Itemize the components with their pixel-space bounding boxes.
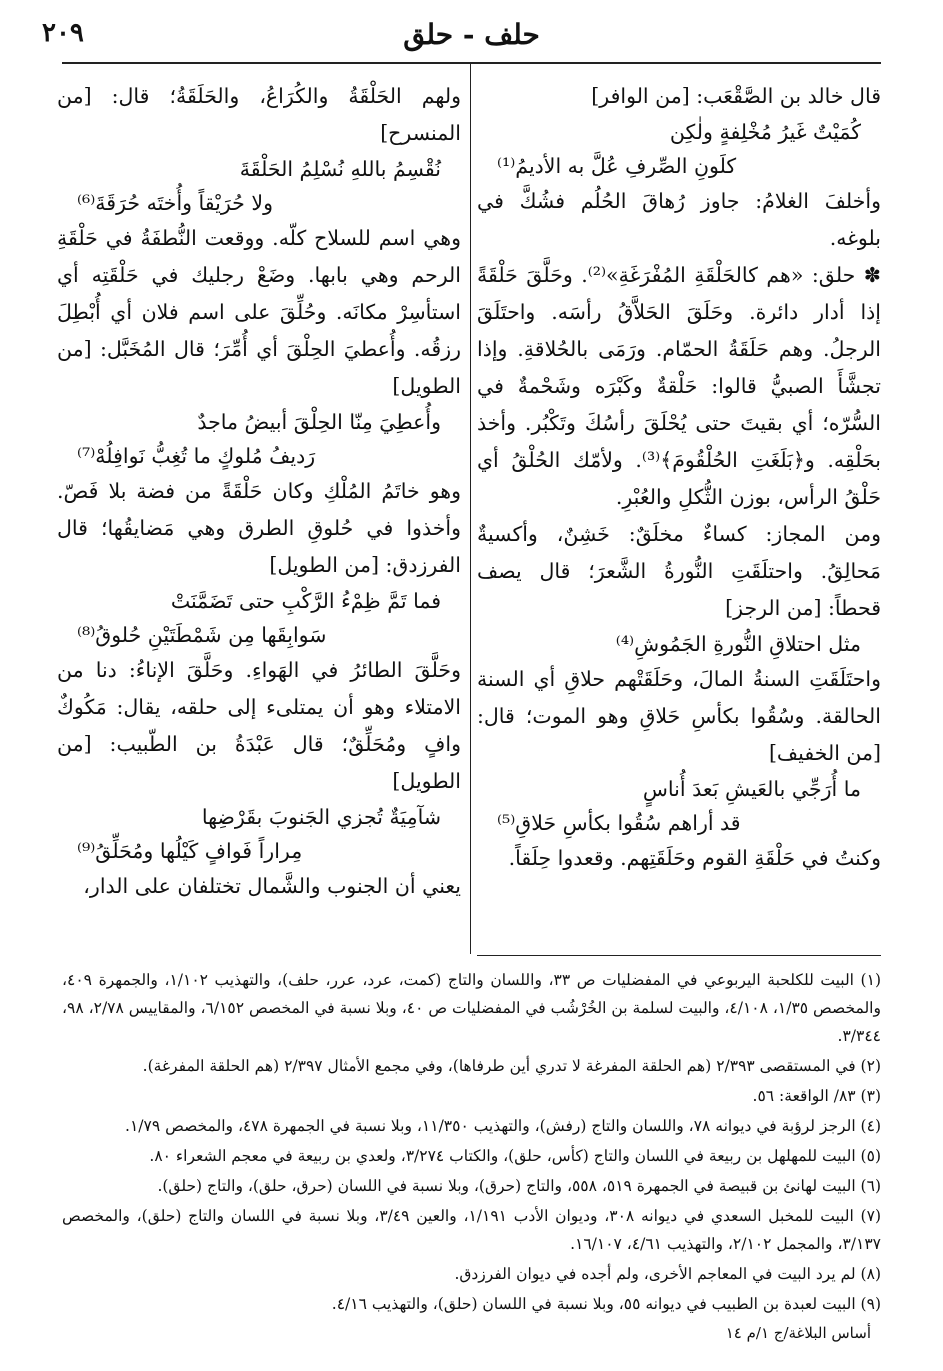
entry-paragraph: ✽ حلق: «هم كالحَلْقَةِ المُفْرَغَةِ»⁽²⁾. وحَلَّقَ حَلْقَةً إذا أدار دائرة. وحَلَقَ الحَلاَّقُ رأسَه. واحتَلَقَ الرجلُ. وهم حَلَقَةُ الحمّام. ورَمَى بالحُلاقةِ. وإذا تجشَّأَ الصبيُّ قالوا: حَلْقةٌ وكَبْرَه وشَحْمةٌ في السُّرّه؛ أي بقيتَ حتى يُحْلَقَ رأسُكَ وتَكْبُر. وأخذ بحَلْقِه. و﴿بَلَغَتِ الحُلْقُومَ﴾⁽³⁾. ولأمّك الحُلْقُ أي حَلْقُ الرأس، بوزن الثُّكلِ والعُبْرِ. <box>477 263 881 509</box>
verse-hemistich: فما تَمَّ ظِمْءُ الرَّكْبِ حتى تَضَمَّنَتْ <box>170 589 441 613</box>
page-number: ٢٠٩ <box>42 18 84 48</box>
column-divider <box>470 64 471 954</box>
footnote: (٣) ٨٣/ الواقعة: ٥٦. <box>752 1087 881 1105</box>
footnotes <box>62 966 881 1320</box>
verse-hemistich: رَديفُ مُلوكٍ ما تُغِبُّ نَوافِلُهْ⁽⁷⁾ <box>77 444 316 468</box>
paragraph: وهي اسم للسلاح كلّه. ووقعت النُّطفَةُ في حَلْقَةِ الرحم وهي بابها. وضَعْ رجليك في حَلْقَتِه أي استأسِرْ مكانَه. وحُلِّقَ على اسم فلان أي أُبْطِلَ رزقُه. وأُعطيَ الحِلْقَ أي أُمِّرَ؛ قال المُخَبَّل: [من الطويل] <box>57 226 461 398</box>
verse-hemistich: ولا حُرَيْقاً وأُختَه حُرَقَةَ⁽⁶⁾ <box>77 191 273 215</box>
paragraph: ولهم الحَلْقَةُ والكُرَاعُ، والحَلَقَةُ؛ قال: [من المنسرح] <box>57 84 461 145</box>
book-reference: أساس البلاغة/ج ١/م ١٤ <box>725 1324 871 1342</box>
paragraph: وحَلَّقَ الطائرُ في الهَواءِ. وحَلَّقَ الإناءُ: دنا من الامتلاء وهو أن يمتلىء إلى حلقه، يقال: مَكُوكٌ وافٍ ومُحَلِّقٌ؛ قال عَبْدَةُ بن الطّبيب: [من الطويل] <box>57 658 461 793</box>
footnote: (٥) البيت للمهلهل بن ربيعة في اللسان والتاج (كأس، حلق)، والكتاب ٣/٢٧٤، ولعدي بن ربيعة في معجم الشعراء ٨٠. <box>149 1147 881 1165</box>
paragraph: قال خالد بن الصَّقْعَب: [من الوافر] <box>591 84 881 108</box>
paragraph: وهو خاتَمُ المُلْكِ وكان حَلْقَةً من فضة بلا فَصّ. وأخذوا في حُلوقِ الطرق وهي مَضايقُها؛ قال الفرزدق: [من الطويل] <box>57 479 461 577</box>
footnote: (٦) البيت لهانئ بن قبيصة في الجمهرة ٥١٩، ٥٥٨، والتاج (حرق)، وبلا نسبة في اللسان (حرق، حلق)، والتاج (حلق). <box>157 1177 881 1195</box>
paragraph: يعني أن الجنوب والشَّمال تختلفان على الدار، <box>83 874 461 898</box>
verse-hemistich: شآمِيَةٌ تُجزي الجَنوبَ بقَرْضِها <box>201 805 441 829</box>
footnote: (٨) لم يرد البيت في المعاجم الأخرى، ولم أجده في ديوان الفرزدق. <box>454 1265 881 1283</box>
footnote: (٩) البيت لعبدة بن الطبيب في ديوانه ٥٥، وبلا نسبة في اللسان (حلق)، والتهذيب ٤/١٦. <box>331 1295 881 1313</box>
verse-hemistich: وأُعطِيَ مِنّا الحِلْقَ أبيضُ ماجدٌ <box>197 410 441 434</box>
footnote-rule <box>477 955 881 956</box>
verse-hemistich: سَوابِقَها مِن شَمْطَتَيْنِ حُلوقُ⁽⁸⁾ <box>77 623 327 647</box>
left-column <box>57 78 461 905</box>
paragraph: وأخلفَ الغلامُ: جاوز رُهاقَ الحُلُم فشُكَّ في بلوغه. <box>477 189 881 250</box>
verse-hemistich: كُمَيْتٌ غَيرُ مُخْلِفةٍ ولٰكِن <box>669 120 861 144</box>
verse-hemistich: مِراراً فَوافٍ كَيْلُها ومُحَلِّقُ⁽⁹⁾ <box>77 839 303 863</box>
paragraph: واحتَلَقَتِ السنةُ المالَ، وحَلَقَتْهم حلاقِ أي السنة الحالقة. وسُقُوا بكأسِ حَلاقِ وهو الموت؛ قال: [من الخفيف] <box>477 667 881 765</box>
running-title: حلف - حلق <box>403 18 540 51</box>
header-rule <box>62 62 881 64</box>
footnote: (١) البيت للكلحبة اليربوعي في المفضليات ص ٣٣، واللسان والتاج (كمت، عرد، عرر، حلف)، والتهذيب ١/١٠٢، والجمهرة ٤٠٩، والمخصص ١/٣٥، ٤/١٠٨، والبيت لسلمة بن الخُرْشُب في المفضليات ص ٤٠، وبلا نسبة في المخصص ٦/١٥٢، والمقاييس ٢/٧٨، ٩٨، ٣/٣٤٤. <box>62 971 881 1045</box>
verse-hemistich: كلَونِ الصِّرفِ عُلَّ به الأديمُ⁽¹⁾ <box>497 154 737 178</box>
verse-hemistich: ما أُرَجِّي بالعَيشِ بَعدَ أُناسٍ <box>642 777 861 801</box>
paragraph: ومن المجاز: كساءٌ مخلَقٌ: خَشِنٌ، وأكسيةٌ مَحالِقُ. واحتلَقَتِ النُّورةُ الشَّعرَ؛ قال يصف قحطاً: [من الرجز] <box>477 522 881 620</box>
page-header <box>40 14 903 58</box>
verse-hemistich: نُقْسِمُ باللهِ نُسْلِمُ الحَلْقَةَ <box>239 157 441 181</box>
verse-hemistich: قد أراهم سُقُوا بكأسِ حَلاقِ⁽⁵⁾ <box>497 811 741 835</box>
footnote: (٧) البيت للمخبل السعدي في ديوانه ٣٠٨، وديوان الأدب ١/١٩١، والعين ٣/٤٩، وبلا نسبة في اللسان والتاج (حلق)، والمخصص ٣/١٣٧، والمجمل ٢/١٠٢، والتهذيب ٤/٦١، ١٦/١٠٧. <box>62 1207 881 1253</box>
verse-hemistich: مثل احتلاقِ النُّورةِ الجَمُوشِ⁽⁴⁾ <box>615 632 861 656</box>
footnote: (٤) الرجز لرؤبة في ديوانه ٧٨، واللسان والتاج (رفش)، والتهذيب ١١/٣٥٠، وبلا نسبة في الجمهرة ٤٧٨، والمخصص ١/٧٩. <box>125 1117 881 1135</box>
paragraph: وكنتُ في حَلْقَةِ القوم وحَلَقَتِهم. وقعدوا حِلَقاً. <box>508 846 881 870</box>
right-column <box>477 78 881 877</box>
footnote: (٢) في المستقصى ٢/٣٩٣ (هم الحلقة المفرغة لا تدري أين طرفاها)، وفي مجمع الأمثال ٢/٣٩٧ (هم الحلقة المفرغة). <box>142 1057 881 1075</box>
